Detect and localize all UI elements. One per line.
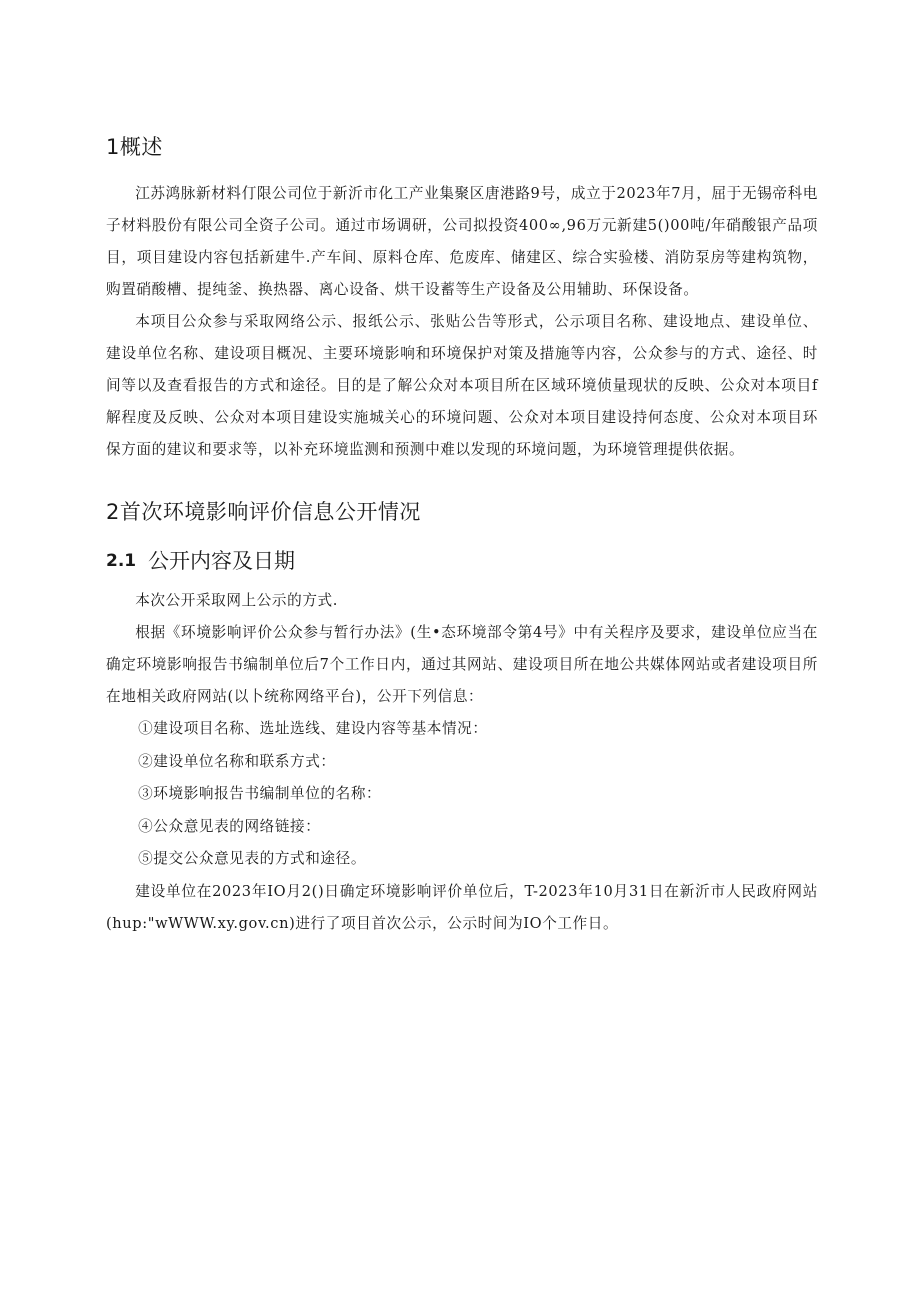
list-item: ③环境影响报告书编制单位的名称： <box>138 785 382 802</box>
disclosure-intro: 本次公开采取网上公示的方式. <box>135 592 338 609</box>
section-heading-disclosure: 2首次环境影响评价信息公开情况 <box>106 500 421 524</box>
list-item: ②建设单位名称和联系方式： <box>138 752 336 770</box>
list-item: ⑤提交公众意见表的方式和途径。 <box>138 850 367 867</box>
overview-paragraph: 江苏鸿脉新材料仃限公司位于新沂市化工产业集聚区唐港路9号，成立于2023年7月，屈于无锡帝科电子材料股份有限公司全资子公司。通过市场调研，公司拟投资400∞,96万元新建5()00吨/年硝酸银产品项目，项目建设内容包括新建牛.产车间、原料仓库、危废库、储建区、综合实验楼、消防泵房等建构筑物，购置硝酸槽、提纯釜、换热器、离心设备、烘干设蓄等生产设备及公用辅助、环保设备。 <box>106 185 818 298</box>
list-item: ①建设项目名称、选址选线、建设内容等基本情况： <box>138 720 488 737</box>
subsection-number: 2.1 <box>106 551 137 571</box>
disclosure-basis: 根据《环境影响评价公众参与暂行办法》(生•态环境部令第4号》中有关程序及要求，建设单位应当在确定环境影响报告书编制单位后7个工作日内，通过其网站、建设项目所在地公共媒体网站或者建设项目所在地相关政府网站(以卜统称网络平台)，公开下列信息： <box>106 624 818 705</box>
subsection-heading <box>106 545 818 577</box>
overview-paragraph: 本项目公众参与采取网络公示、报纸公示、张贴公告等形式，公示项目名称、建设地点、建设单位、建设单位名称、建设项目概况、主要环境影响和环境保护对策及措施等内容，公众参与的方式、途径、时间等以及查看报告的方式和途径。目的是了解公众对本项目所在区域环境侦量现状的反映、公众对本项目f解程度及反映、公众对本项目建设实施城关心的环境问题、公众对本项目建设持何态度、公众对本项目环保方面的建议和要求等，以补充环境监测和预测中难以发现的环境问题，为环境管理提供依据。 <box>106 313 818 458</box>
section-heading-overview: 1概述 <box>106 135 163 159</box>
subsection-title: 公开内容及日期 <box>148 549 295 573</box>
document-content <box>106 128 818 940</box>
disclosure-closing: 建设单位在2023年IO月2()日确定环境影响评价单位后，T-2023年10月31日在新沂市人民政府网站(hup:"wWWW.xy.gov.cn)进行了项目首次公示，公示时间为IO个工作日。 <box>106 882 818 932</box>
list-item: ④公众意见表的网络链接： <box>138 817 321 835</box>
